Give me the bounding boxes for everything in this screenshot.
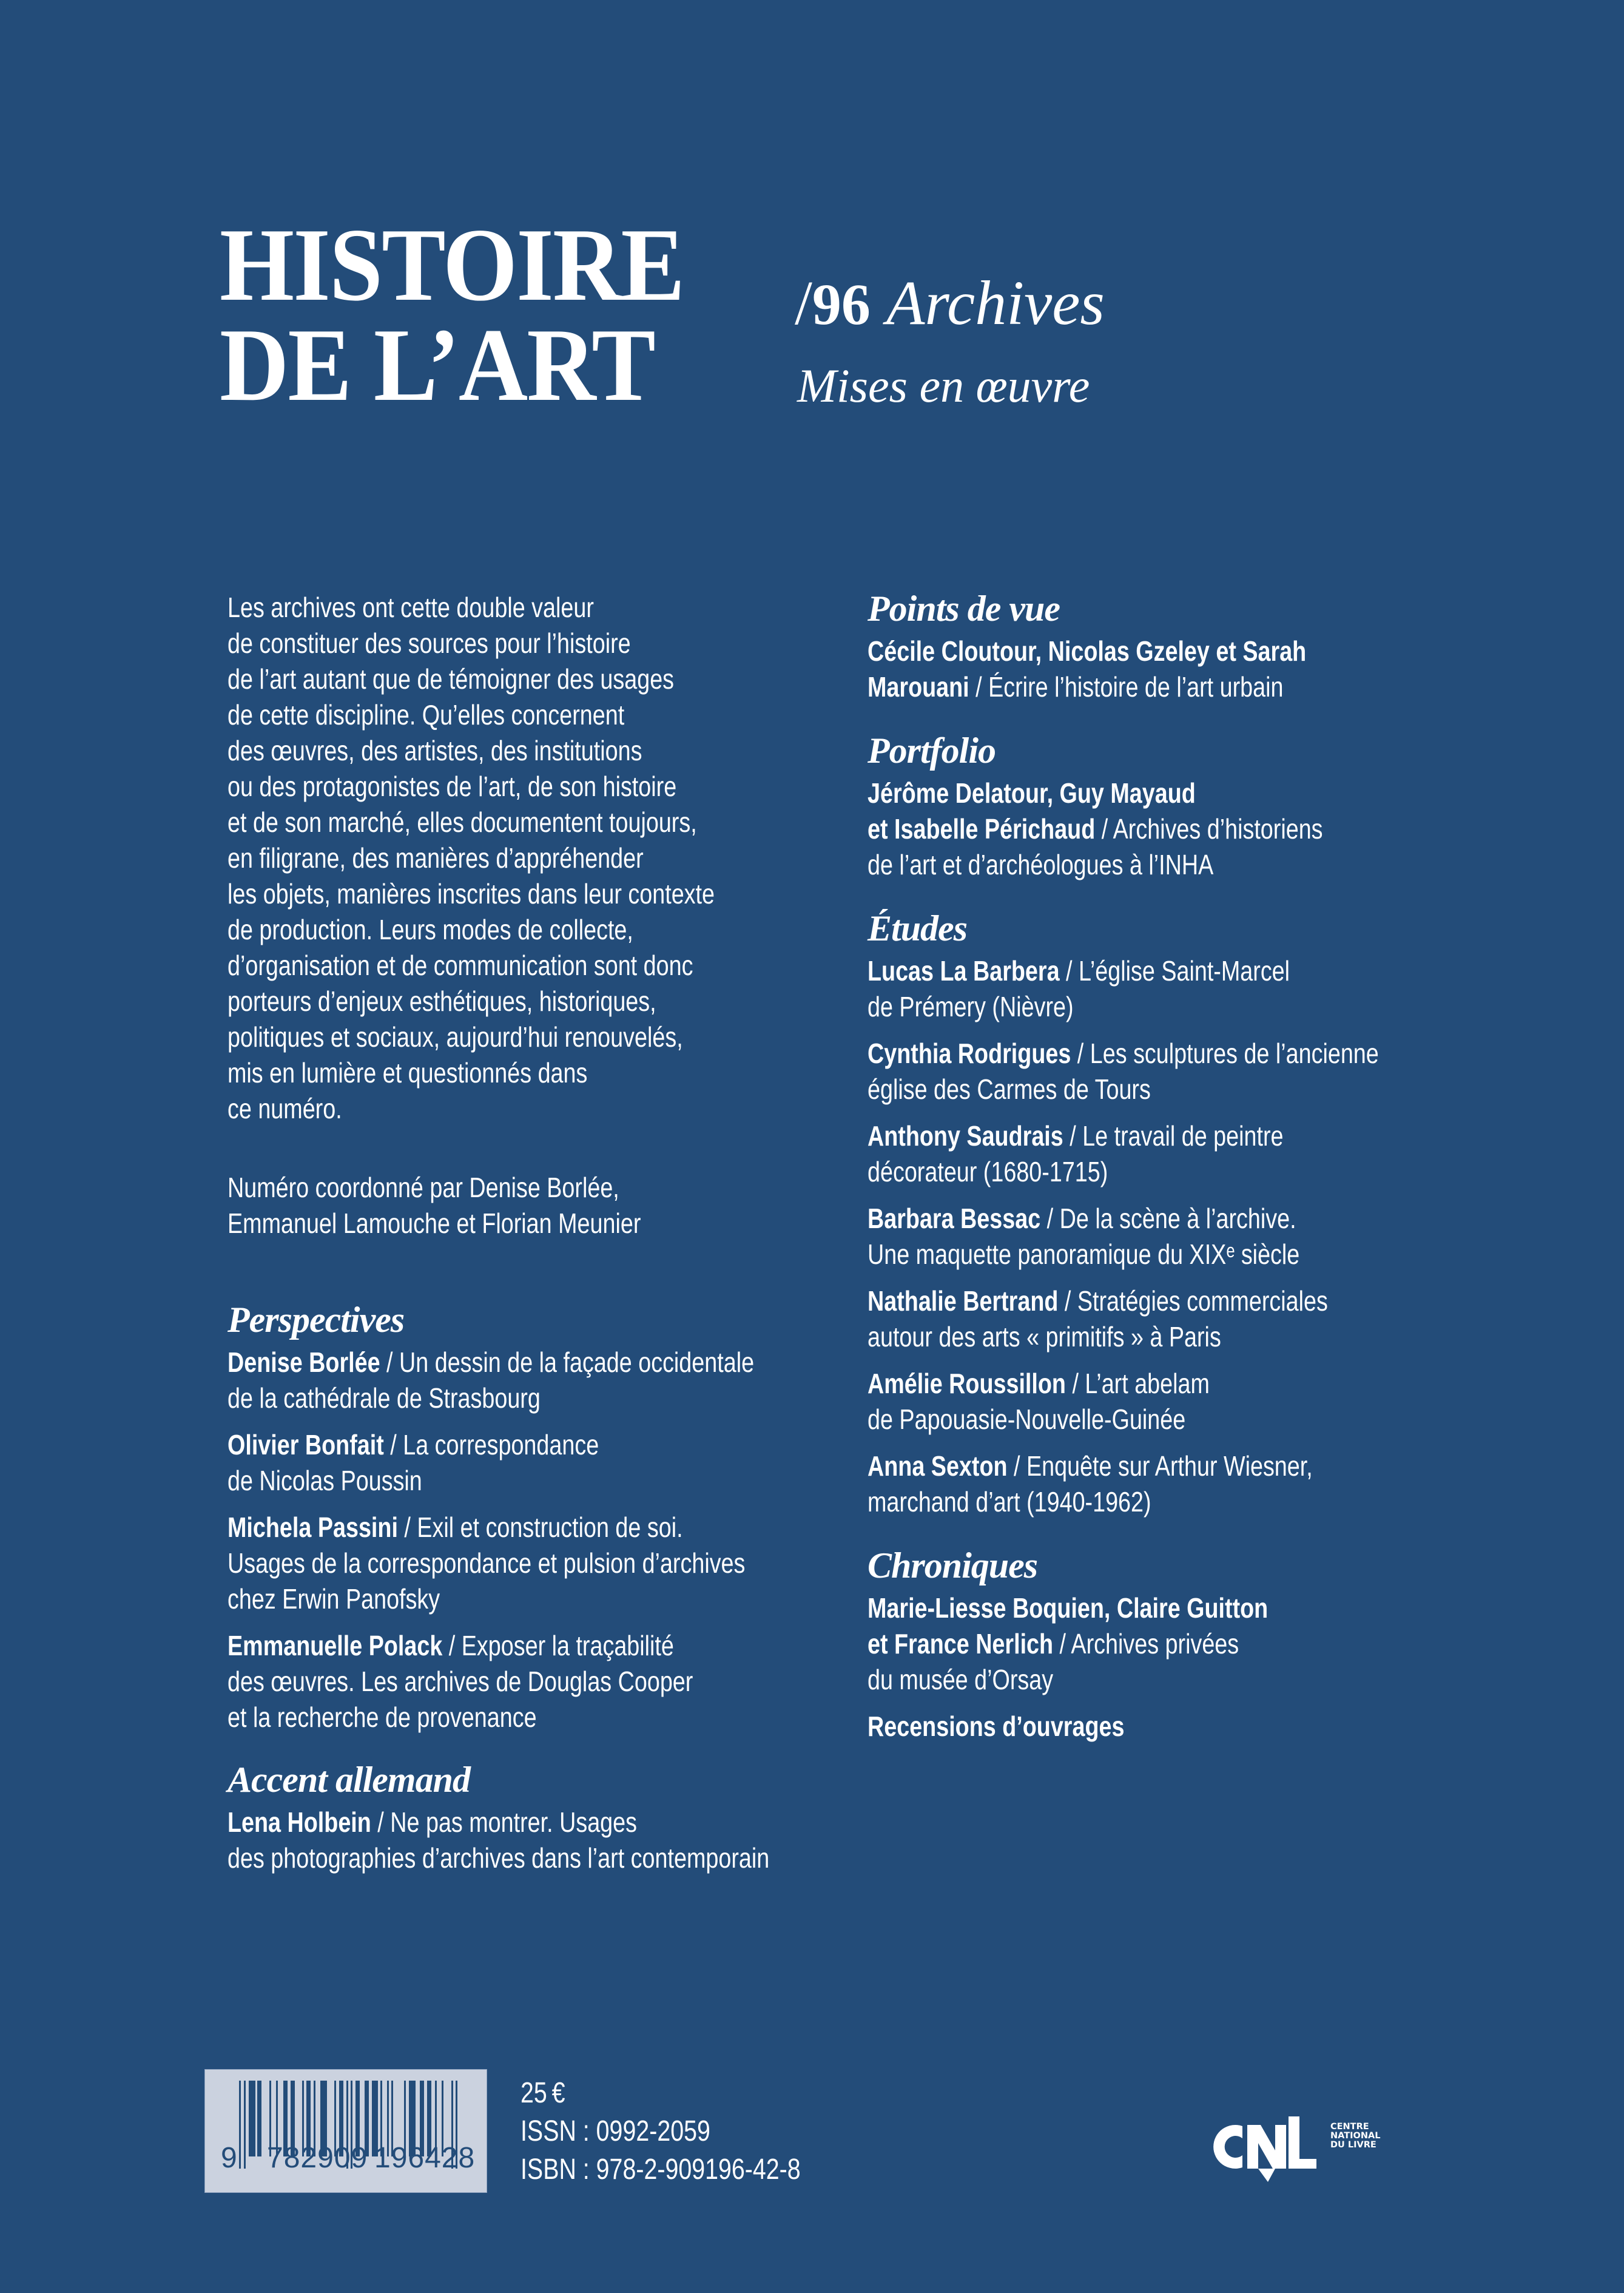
entry-title: Usages de la correspondance et pulsion d’archives: [227, 1547, 746, 1579]
toc-entry-line: [868, 1590, 1379, 1626]
entry-author: Anna Sexton: [868, 1450, 1008, 1482]
toc-entry-line: [868, 1237, 1379, 1272]
price: 25 €: [521, 2077, 565, 2109]
intro-line: politiques et sociaux, aujourd’hui renouvelés,: [227, 1021, 683, 1053]
toc-entry-line: [227, 1840, 769, 1876]
toc-entry-line: [227, 1463, 769, 1499]
toc-entry[interactable]: [227, 1805, 888, 1876]
entry-title: / Écrire l’histoire de l’art urbain: [969, 671, 1284, 703]
issue-number: 96: [812, 272, 871, 337]
toc-entry-line: [868, 811, 1379, 847]
entry-author: Emmanuelle Polack: [227, 1630, 443, 1661]
intro-line: de constituer des sources pour l’histoire: [227, 627, 631, 659]
toc-entry[interactable]: [868, 953, 1491, 1025]
toc-entry-line: [227, 1380, 769, 1416]
entry-author: Olivier Bonfait: [227, 1429, 384, 1461]
entry-title: / Stratégies commerciales: [1058, 1285, 1328, 1317]
entry-title: de Papouasie-Nouvelle-Guinée: [868, 1403, 1186, 1435]
entry-author: et France Nerlich: [868, 1628, 1054, 1660]
barcode-digit-group1: 782909: [267, 2142, 368, 2174]
toc-entry-line: [868, 633, 1379, 669]
toc-section: [227, 1298, 888, 1735]
toc-entry-line: [227, 1427, 769, 1463]
toc-entry-line: [868, 1154, 1379, 1190]
issue-subtitle: Mises en œuvre: [797, 359, 1090, 412]
toc-entry[interactable]: [868, 633, 1491, 705]
intro-line: porteurs d’enjeux esthétiques, historiques,: [227, 985, 656, 1017]
entry-title: autour des arts « primitifs » à Paris: [868, 1321, 1221, 1352]
toc-entry[interactable]: [227, 1427, 888, 1499]
toc-entry[interactable]: [868, 1036, 1491, 1107]
toc-entry-line: [868, 1709, 1379, 1744]
toc-entry-line: [227, 1664, 769, 1700]
issue-theme: Archives: [886, 268, 1105, 338]
coordination-note: [227, 1170, 641, 1241]
toc-entry-line: [868, 775, 1379, 811]
toc-entry-line: [227, 1700, 769, 1735]
entry-title: des photographies d’archives dans l’art contemporain: [227, 1842, 770, 1874]
toc-section: [227, 1758, 888, 1876]
toc-entry-line: [868, 1201, 1379, 1237]
entry-title: / L’art abelam: [1065, 1368, 1210, 1399]
section-title: Accent allemand: [227, 1760, 470, 1800]
entry-title: des œuvres. Les archives de Douglas Cooper: [227, 1666, 693, 1697]
toc-section: [868, 1544, 1491, 1744]
toc-entry-line: [868, 1626, 1379, 1662]
section-title: Études: [868, 908, 968, 948]
toc-entry-line: [868, 953, 1379, 989]
toc-entry[interactable]: [868, 1283, 1491, 1355]
entry-author: Jérôme Delatour, Guy Mayaud: [868, 777, 1196, 809]
section-title: Portfolio: [868, 731, 996, 771]
toc-entry[interactable]: [227, 1510, 888, 1617]
entry-author: Lucas La Barbera: [868, 955, 1060, 987]
barcode-digit-group2: 196428: [374, 2142, 476, 2174]
entry-title: marchand d’art (1940-1962): [868, 1486, 1151, 1518]
toc-section: [868, 587, 1491, 705]
entry-title: de Prémery (Nièvre): [868, 991, 1074, 1022]
barcode: [204, 2069, 487, 2193]
entry-title: / Archives d’historiens: [1095, 813, 1323, 845]
intro-line: ce numéro.: [227, 1093, 342, 1124]
toc-entry-line: [227, 1545, 769, 1581]
entry-title: / Ne pas montrer. Usages: [371, 1806, 638, 1838]
entry-title: Une maquette panoramique du XIXᵉ siècle: [868, 1238, 1300, 1270]
intro-line: Les archives ont cette double valeur: [227, 592, 594, 623]
entry-title: / Archives privées: [1053, 1628, 1239, 1660]
entry-title: et la recherche de provenance: [227, 1701, 537, 1733]
toc-entry-line: [868, 1118, 1379, 1154]
entry-title: / Enquête sur Arthur Wiesner,: [1007, 1450, 1313, 1482]
entry-title: / Les sculptures de l’ancienne: [1071, 1038, 1379, 1069]
toc-entry-line: [868, 1036, 1379, 1072]
coordination-line: Emmanuel Lamouche et Florian Meunier: [227, 1207, 641, 1239]
intro-line: en filigrane, des manières d’appréhender: [227, 842, 644, 874]
entry-author: Nathalie Bertrand: [868, 1285, 1059, 1317]
entry-author: Cécile Cloutour, Nicolas Gzeley et Sarah: [868, 635, 1307, 667]
toc-entry[interactable]: [868, 1366, 1491, 1437]
entry-title: de la cathédrale de Strasbourg: [227, 1382, 541, 1414]
toc-right-column: [868, 587, 1491, 1755]
intro-line: et de son marché, elles documentent toujours,: [227, 806, 697, 838]
entry-title: / Exposer la traçabilité: [442, 1630, 674, 1661]
toc-entry[interactable]: [868, 1709, 1491, 1744]
issue-number-line: [795, 267, 1105, 358]
entry-author: Marouani: [868, 671, 969, 703]
intro-line: de cette discipline. Qu’elles concernent: [227, 699, 625, 731]
publication-info: [521, 2074, 801, 2189]
intro-line: les objets, manières inscrites dans leur contexte: [227, 878, 715, 910]
toc-entry-line: [868, 847, 1379, 883]
issn: ISSN : 0992-2059: [521, 2115, 710, 2147]
coordination-line: Numéro coordonné par Denise Borlée,: [227, 1172, 619, 1203]
toc-left-column: [227, 1298, 888, 1887]
journal-title-line2: DE L’ART: [220, 308, 655, 423]
journal-title-line1: HISTOIRE: [220, 208, 684, 323]
entry-author: Barbara Bessac: [868, 1203, 1041, 1234]
entry-title: / La correspondance: [383, 1429, 599, 1461]
toc-entry[interactable]: [868, 1201, 1491, 1272]
toc-entry[interactable]: [868, 775, 1491, 883]
entry-title: / Le travail de peintre: [1063, 1120, 1284, 1152]
toc-entry-line: [868, 1484, 1379, 1520]
intro-paragraph: [227, 590, 715, 1127]
entry-title: / L’église Saint-Marcel: [1059, 955, 1290, 987]
intro-line: des œuvres, des artistes, des institutions: [227, 735, 642, 766]
toc-entry-line: [868, 1283, 1379, 1319]
cnl-logo-text: CENTRE NATIONAL DU LIVRE: [1330, 2122, 1381, 2150]
cnl-logo: [1207, 2110, 1389, 2183]
entry-title: de l’art et d’archéologues à l’INHA: [868, 849, 1214, 880]
intro-line: de production. Leurs modes de collecte,: [227, 914, 633, 945]
entry-author: Anthony Saudrais: [868, 1120, 1063, 1152]
toc-entry[interactable]: [227, 1345, 888, 1416]
entry-title: église des Carmes de Tours: [868, 1073, 1151, 1105]
entry-author: Denise Borlée: [227, 1346, 380, 1378]
entry-title: chez Erwin Panofsky: [227, 1583, 440, 1615]
toc-section: [868, 907, 1491, 1520]
toc-entry-line: [868, 1319, 1379, 1355]
entry-author: Amélie Roussillon: [868, 1368, 1066, 1399]
toc-entry[interactable]: [227, 1628, 888, 1735]
toc-entry-line: [868, 1366, 1379, 1402]
toc-entry-line: [227, 1581, 769, 1617]
toc-entry-line: [227, 1805, 769, 1840]
entry-author: Recensions d’ouvrages: [868, 1710, 1125, 1742]
toc-entry[interactable]: [868, 1118, 1491, 1190]
toc-entry[interactable]: [868, 1448, 1491, 1520]
intro-line: ou des protagonistes de l’art, de son histoire: [227, 771, 677, 802]
entry-title: / Exil et construction de soi.: [397, 1511, 683, 1543]
barcode-digit-first: 9: [221, 2142, 238, 2174]
toc-entry-line: [868, 1662, 1379, 1698]
entry-title: du musée d’Orsay: [868, 1664, 1054, 1695]
toc-entry-line: [227, 1628, 769, 1664]
section-title: Points de vue: [868, 589, 1060, 629]
section-title: Perspectives: [227, 1300, 405, 1340]
toc-entry-line: [868, 1072, 1379, 1107]
toc-entry[interactable]: [868, 1590, 1491, 1698]
toc-entry-line: [868, 1448, 1379, 1484]
toc-entry-line: [868, 989, 1379, 1025]
entry-title: / De la scène à l’archive.: [1040, 1203, 1296, 1234]
intro-line: d’organisation et de communication sont donc: [227, 950, 693, 981]
entry-author: Marie-Liesse Boquien, Claire Guitton: [868, 1592, 1269, 1624]
cnl-logo-icon: [1207, 2110, 1329, 2183]
intro-line: de l’art autant que de témoigner des usages: [227, 663, 675, 695]
section-title: Chroniques: [868, 1545, 1038, 1586]
journal-title: [220, 208, 684, 423]
intro-line: mis en lumière et questionnés dans: [227, 1057, 588, 1089]
entry-title: de Nicolas Poussin: [227, 1465, 422, 1496]
toc-entry-line: [227, 1510, 769, 1545]
entry-author: Cynthia Rodrigues: [868, 1038, 1071, 1069]
issue-heading: [795, 267, 1105, 414]
isbn: ISBN : 978-2-909196-42-8: [521, 2153, 801, 2186]
toc-entry-line: [868, 1402, 1379, 1437]
entry-title: / Un dessin de la façade occidentale: [380, 1346, 755, 1378]
entry-author: et Isabelle Périchaud: [868, 813, 1096, 845]
entry-title: décorateur (1680-1715): [868, 1156, 1108, 1187]
entry-author: Lena Holbein: [227, 1806, 371, 1838]
issue-slash: /: [795, 268, 812, 338]
toc-section: [868, 729, 1491, 883]
toc-entry-line: [868, 669, 1379, 705]
entry-author: Michela Passini: [227, 1511, 398, 1543]
toc-entry-line: [227, 1345, 769, 1380]
